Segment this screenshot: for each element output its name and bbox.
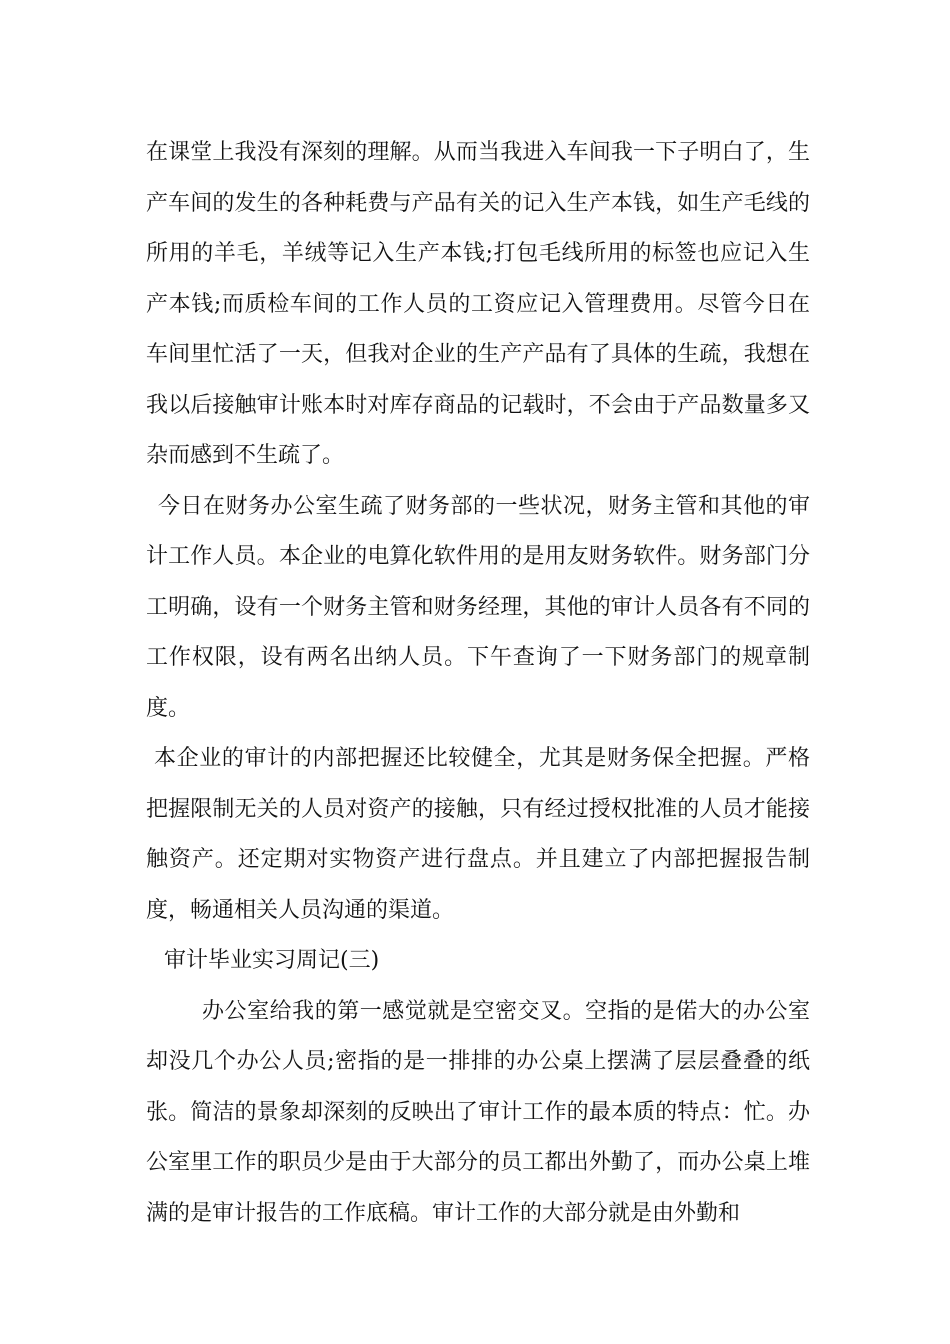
paragraph-office-impression: 办公室给我的第一感觉就是空密交叉。空指的是偌大的办公室却没几个办公人员;密指的是一排排的办公桌上摆满了层层叠叠的纸张。简洁的景象却深刻的反映出了审计工作的最本质的特点：忙。办公室里工作的职员少是由于大部分的员工都出外勤了，而办公桌上堆满的是审计报告的工作底稿。审计工作的大部分就是由外勤和 — [146, 998, 810, 1226]
paragraph-finance-office: 今日在财务办公室生疏了财务部的一些状况，财务主管和其他的审计工作人员。本企业的电算化软件用的是用友财务软件。财务部门分工明确，设有一个财务主管和财务经理，其他的审计人员各有不同的工作权限，设有两名出纳人员。下午查询了一下财务部门的规章制度。 — [146, 493, 810, 721]
section-heading: 审计毕业实习周记(三) — [164, 948, 380, 973]
paragraph-workshop: 在课堂上我没有深刻的理解。从而当我进入车间我一下子明白了，生产车间的发生的各种耗费与产品有关的记入生产本钱，如生产毛线的所用的羊毛，羊绒等记入生产本钱;打包毛线所用的标签也应记入生产本钱;而质检车间的工作人员的工资应记入管理费用。尽管今日在车间里忙活了一天，但我对企业的生产产品有了具体的生疏，我想在我以后接触审计账本时对库存商品的记载时，不会由于产品数量多又杂而感到不生疏了。 — [146, 140, 810, 468]
document-body — [146, 128, 810, 1239]
paragraph-internal-control: 本企业的审计的内部把握还比较健全，尤其是财务保全把握。严格把握限制无关的人员对资产的接触，只有经过授权批准的人员才能接触资产。还定期对实物资产进行盘点。并且建立了内部把握报告制度，畅通相关人员沟通的渠道。 — [146, 746, 810, 923]
